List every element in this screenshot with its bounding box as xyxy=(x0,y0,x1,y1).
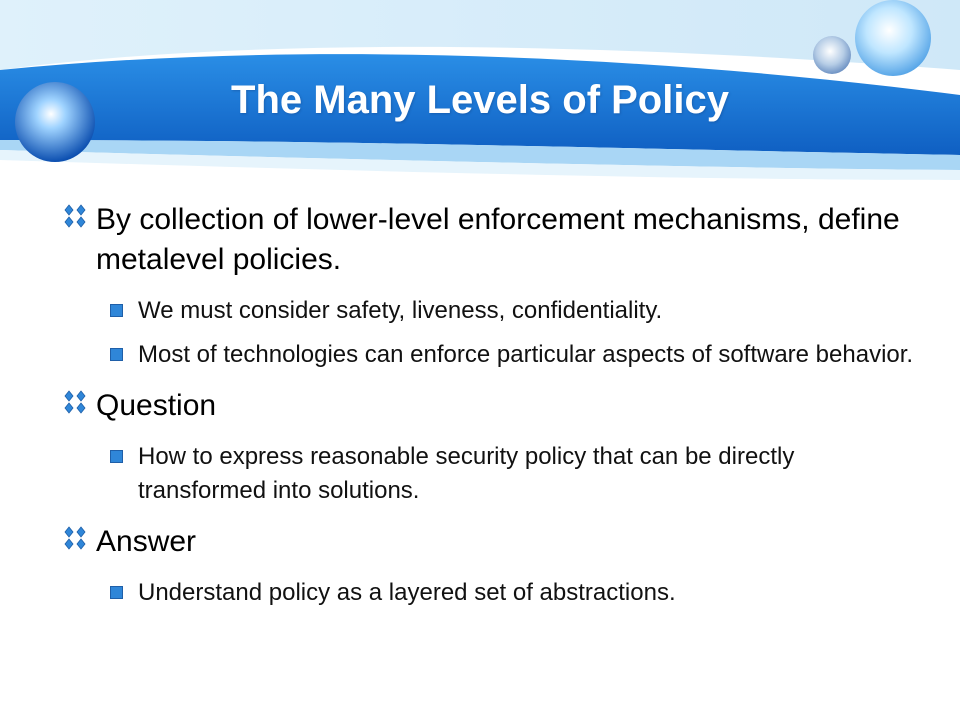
diamond-bullet-icon xyxy=(60,525,90,555)
sub-bullet-text: How to express reasonable security policy that can be directly transformed into solutions. xyxy=(138,443,795,504)
slide-header-banner xyxy=(0,0,960,190)
bullet-group-3 xyxy=(60,522,920,610)
bullet-item xyxy=(60,200,920,280)
square-bullet-icon xyxy=(110,348,123,361)
sub-bullet-text: Most of technologies can enforce particular aspects of software behavior. xyxy=(138,341,914,368)
sub-bullet-item xyxy=(60,576,920,610)
sub-bullet-text: Understand policy as a layered set of abstractions. xyxy=(138,579,676,606)
sub-bullet-item xyxy=(60,338,920,372)
bullet-text: Answer xyxy=(96,525,197,558)
bullet-text: By collection of lower-level enforcement mechanisms, define metalevel policies. xyxy=(96,203,900,276)
diamond-bullet-icon xyxy=(60,389,90,419)
bullet-item xyxy=(60,522,920,562)
square-bullet-icon xyxy=(110,586,123,599)
decorative-orb-right xyxy=(855,0,931,76)
sub-bullet-text: We must consider safety, liveness, confidentiality. xyxy=(138,297,663,324)
bullet-text: Question xyxy=(96,389,217,422)
diamond-bullet-icon xyxy=(60,203,90,233)
sub-bullet-item xyxy=(60,440,920,508)
square-bullet-icon xyxy=(110,304,123,317)
sub-bullet-item xyxy=(60,294,920,328)
slide-title: The Many Levels of Policy xyxy=(231,78,729,122)
bullet-group-2 xyxy=(60,386,920,508)
bullet-item xyxy=(60,386,920,426)
decorative-orb-small xyxy=(813,36,851,74)
square-bullet-icon xyxy=(110,450,123,463)
slide-content xyxy=(60,200,920,624)
bullet-group-1 xyxy=(60,200,920,372)
